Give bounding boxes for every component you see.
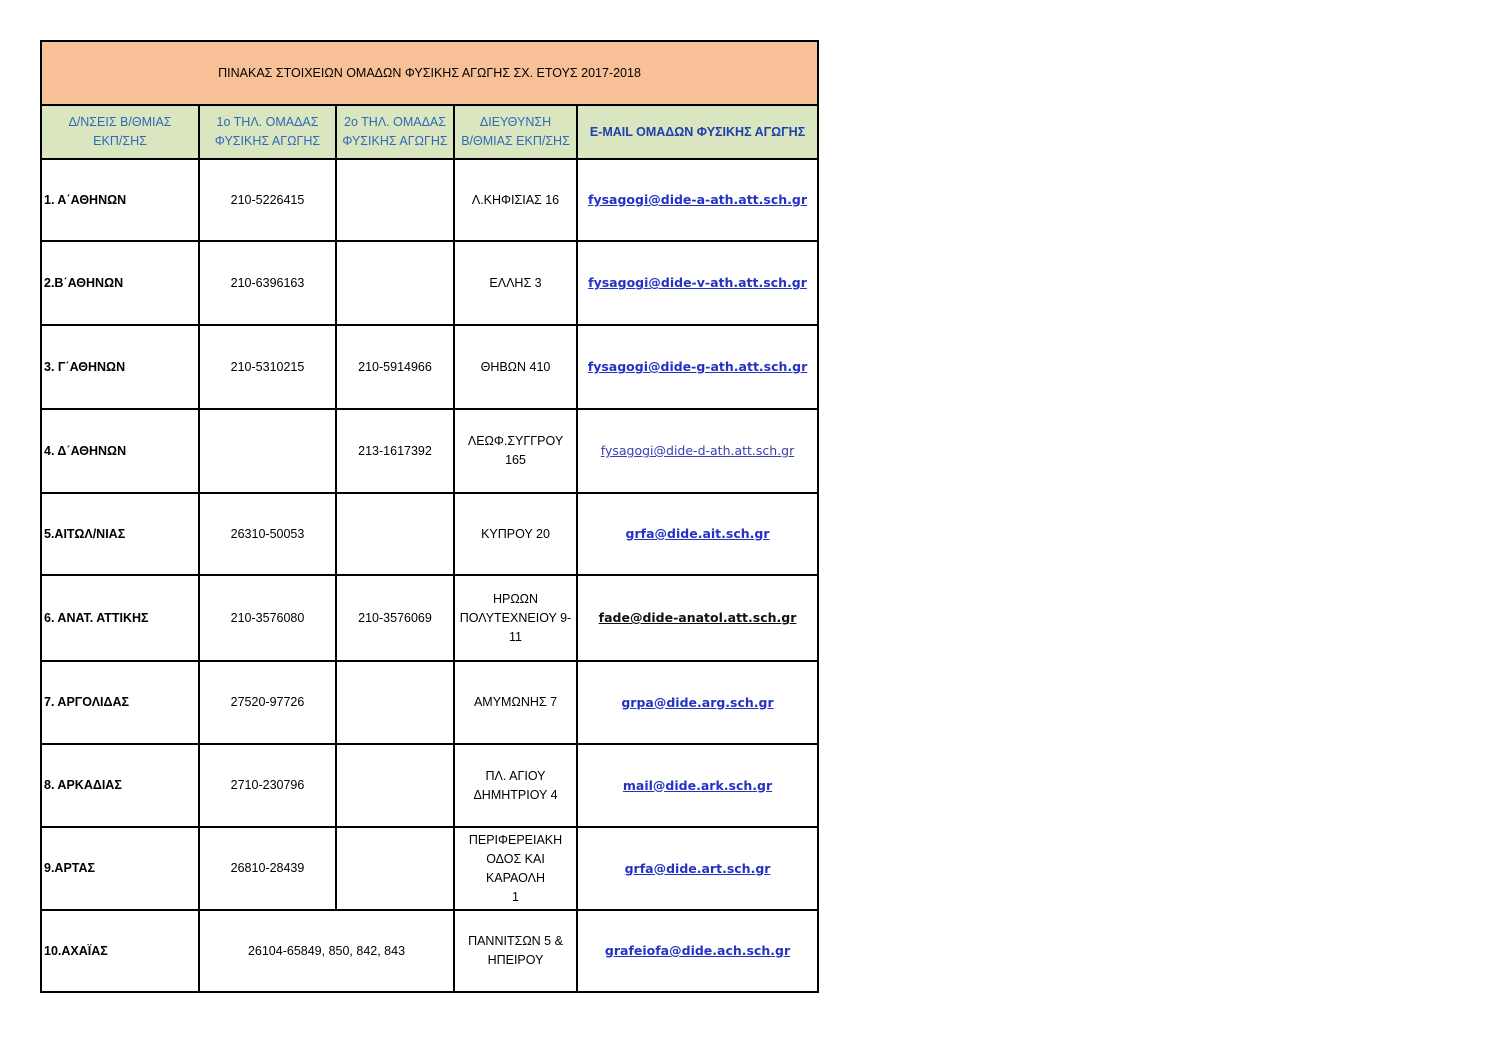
address-cell [454,325,577,409]
phone-merged-cell: 26104-65849, 850, 842, 843 [199,910,454,992]
table-row [41,661,818,744]
table-row [41,493,818,575]
directorate-cell: 2.Β΄ΑΘΗΝΩΝ [41,241,199,325]
header-address [454,105,577,159]
email-cell [577,159,818,241]
directorate-cell: 1. Α΄ΑΘΗΝΩΝ [41,159,199,241]
directorate-cell: 5.ΑΙΤΩΛ/ΝΙΑΣ [41,493,199,575]
table-row [41,575,818,661]
email-cell [577,409,818,493]
table-title: ΠΙΝΑΚΑΣ ΣΤΟΙΧΕΙΩΝ ΟΜΑΔΩΝ ΦΥΣΙΚΗΣ ΑΓΩΓΗΣ ΣΧ. ΕΤΟΥΣ 2017-2018 [41,41,818,105]
address-line: ΠΕΡΙΦΕΡΕΙΑΚΗ [468,832,563,847]
phone1-cell: 210-5226415 [199,159,336,241]
address-cell [454,159,577,241]
address-line: ΚΥΠΡΟΥ 20 [481,526,550,541]
address-line: ΘΗΒΩΝ 410 [480,359,551,374]
header-directorate-line1: Δ/ΝΣΕΙΣ Β/ΘΜΙΑΣ [68,115,172,129]
address-line: ΔΗΜΗΤΡΙΟΥ 4 [473,787,558,802]
email-cell [577,910,818,992]
phone2-cell [336,744,454,827]
phone2-cell [336,159,454,241]
phone1-cell: 27520-97726 [199,661,336,744]
address-line: ΗΠΕΙΡΟΥ [487,953,544,967]
address-cell [454,661,577,744]
address-line: 11 [509,629,522,644]
address-line: ΑΜΥΜΩΝΗΣ 7 [473,695,558,709]
directorate-cell: 8. ΑΡΚΑΔΙΑΣ [41,744,199,827]
header-address-line2: Β/ΘΜΙΑΣ ΕΚΠ/ΣΗΣ [461,134,570,148]
phone2-cell [336,493,454,575]
address-cell [454,409,577,493]
table-row [41,910,818,992]
address-line: ΠΛ. ΑΓΙΟΥ [485,768,546,783]
directorate-cell: 3. Γ΄ΑΘΗΝΩΝ [41,325,199,409]
phone2-cell [336,827,454,910]
email-cell [577,827,818,910]
phone1-cell [199,409,336,493]
header-phone2-line1: 2ο ΤΗΛ. ΟΜΑΔΑΣ [344,115,446,129]
email-link[interactable]: grfa@dide.art.sch.gr [624,860,771,876]
email-cell [577,493,818,575]
header-email: E-MAIL ΟΜΑΔΩΝ ΦΥΣΙΚΗΣ ΑΓΩΓΗΣ [577,105,818,159]
address-cell [454,493,577,575]
phone2-cell: 210-5914966 [336,325,454,409]
phone1-cell: 2710-230796 [199,744,336,827]
physical-education-table [40,40,819,993]
phone2-cell [336,661,454,744]
header-phone1 [199,105,336,159]
phone2-cell [336,241,454,325]
address-cell [454,575,577,661]
email-link[interactable]: grfa@dide.ait.sch.gr [625,526,770,541]
email-link[interactable]: mail@dide.ark.sch.gr [622,777,773,793]
address-line: ΠΟΛΥΤΕΧΝΕΙΟΥ 9- [459,610,572,625]
phone1-cell: 26310-50053 [199,493,336,575]
table-row [41,409,818,493]
address-line: ΠΑΝΝΙΤΣΩΝ 5 & [468,934,563,948]
header-phone1-line2: ΦΥΣΙΚΗΣ ΑΓΩΓΗΣ [214,134,321,148]
email-cell [577,575,818,661]
header-directorate-line2: ΕΚΠ/ΣΗΣ [93,134,147,148]
directorate-cell: 7. ΑΡΓΟΛΙΔΑΣ [41,661,199,744]
address-line: 1 [512,889,519,904]
email-link[interactable]: fysagogi@dide-d-ath.att.sch.gr [600,443,795,458]
header-phone2 [336,105,454,159]
address-line: ΗΡΩΩΝ [492,591,539,606]
email-link[interactable]: fysagogi@dide-g-ath.att.sch.gr [587,359,808,374]
address-line: Λ.ΚΗΦΙΣΙΑΣ 16 [471,192,560,207]
table-row [41,241,818,325]
email-link[interactable]: grpa@dide.arg.sch.gr [621,694,774,710]
email-link[interactable]: grafeiofa@dide.ach.sch.gr [604,943,791,958]
phone2-cell: 210-3576069 [336,575,454,661]
phone1-cell: 26810-28439 [199,827,336,910]
header-phone2-line2: ΦΥΣΙΚΗΣ ΑΓΩΓΗΣ [342,134,448,148]
phone1-cell: 210-5310215 [199,325,336,409]
address-line: ΟΔΟΣ ΚΑΙ ΚΑΡΑΟΛΗ [485,851,546,885]
phone1-cell: 210-6396163 [199,241,336,325]
phone1-cell: 210-3576080 [199,575,336,661]
directorate-cell: 10.ΑΧΑΪΑΣ [41,910,199,992]
table-row [41,325,818,409]
header-phone1-line1: 1ο ΤΗΛ. ΟΜΑΔΑΣ [216,115,319,129]
address-line: ΕΛΛΗΣ 3 [489,275,542,290]
email-link[interactable]: fysagogi@dide-v-ath.att.sch.gr [588,275,807,290]
table-row [41,827,818,910]
directorate-cell: 4. Δ΄ΑΘΗΝΩΝ [41,409,199,493]
header-directorate [41,105,199,159]
address-cell [454,241,577,325]
email-cell [577,661,818,744]
directorate-cell: 9.ΑΡΤΑΣ [41,827,199,910]
table-row [41,744,818,827]
address-cell [454,827,577,910]
phone2-cell: 213-1617392 [336,409,454,493]
header-address-line1: ΔΙΕΥΘΥΝΣΗ [479,115,552,129]
address-line: ΛΕΩΦ.ΣΥΓΓΡΟΥ 165 [467,434,564,467]
email-cell [577,744,818,827]
email-cell [577,241,818,325]
email-link[interactable]: fysagogi@dide-a-ath.att.sch.gr [588,192,808,207]
address-cell [454,744,577,827]
email-link[interactable]: fade@dide-anatol.att.sch.gr [598,610,797,625]
address-cell [454,910,577,992]
table-row [41,159,818,241]
directorate-cell: 6. ΑΝΑΤ. ΑΤΤΙΚΗΣ [41,575,199,661]
email-cell [577,325,818,409]
